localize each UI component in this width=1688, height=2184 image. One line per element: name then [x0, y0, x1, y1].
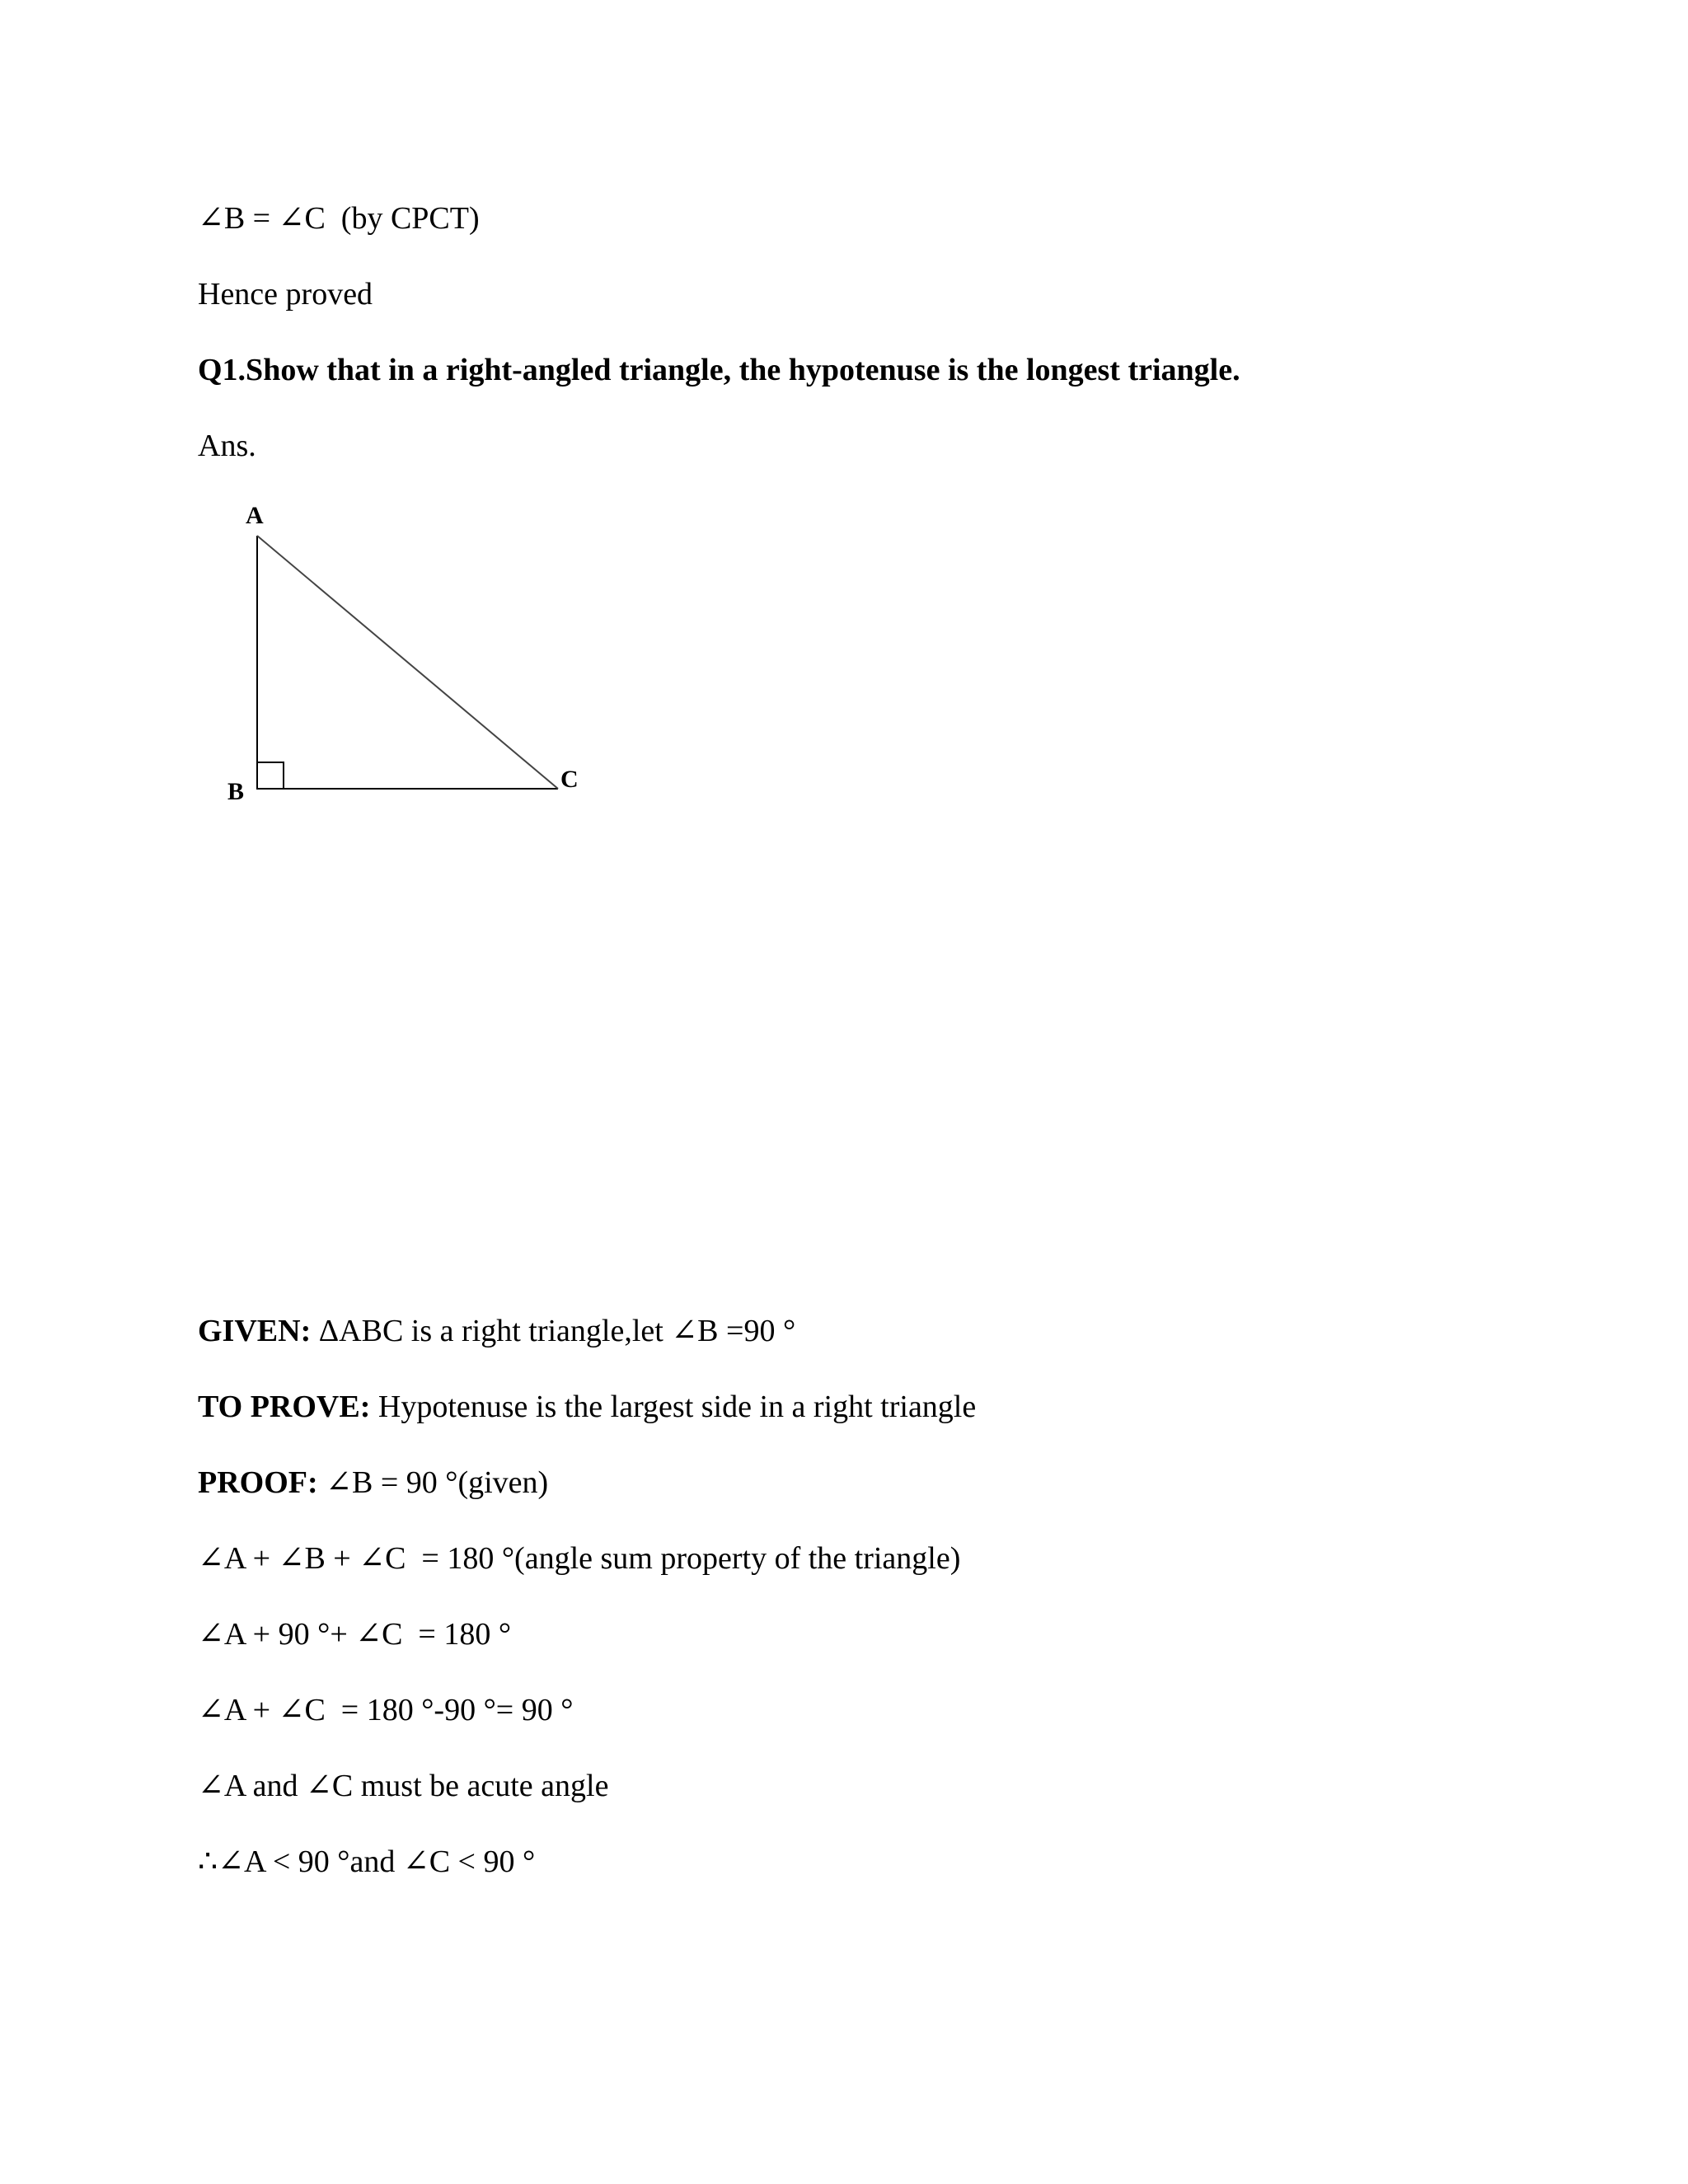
vertex-a-label: A [246, 502, 264, 529]
given-text: ΔABC is a right triangle,let ∠B =90 ° [311, 1314, 796, 1348]
proof-label: PROOF: [198, 1465, 318, 1500]
proof-step-acute: ∠A and ∠C must be acute angle [198, 1769, 609, 1803]
answer-label: Ans. [198, 429, 256, 463]
given-label: GIVEN: [198, 1314, 312, 1348]
vertex-b-label: B [227, 778, 245, 805]
to-prove-label: TO PROVE: [198, 1390, 371, 1424]
side-ac-hypotenuse [257, 536, 558, 789]
right-angle-marker [257, 762, 284, 789]
proof-step-subtract: ∠A + ∠C = 180 °-90 °= 90 ° [198, 1693, 574, 1727]
given-line [198, 1310, 795, 1352]
right-triangle-figure [216, 494, 612, 824]
vertex-c-label: C [560, 766, 579, 793]
question-title: Q1.Show that in a right-angled triangle, the hypotenuse is the longest triangle. [198, 353, 1240, 387]
proof-line [198, 1462, 548, 1503]
proof-step-therefore: ∴∠A < 90 °and ∠C < 90 ° [198, 1844, 536, 1879]
proof-step-angle-sum: ∠A + ∠B + ∠C = 180 °(angle sum property of the triangle) [198, 1541, 961, 1576]
hence-proved-line: Hence proved [198, 277, 373, 312]
proof-text: ∠B = 90 °(given) [317, 1465, 549, 1500]
to-prove-line [198, 1386, 976, 1427]
proof-step-substitute: ∠A + 90 °+ ∠C = 180 ° [198, 1617, 512, 1652]
cpct-line: ∠B = ∠C (by CPCT) [198, 201, 480, 236]
to-prove-text: Hypotenuse is the largest side in a right triangle [370, 1390, 977, 1424]
